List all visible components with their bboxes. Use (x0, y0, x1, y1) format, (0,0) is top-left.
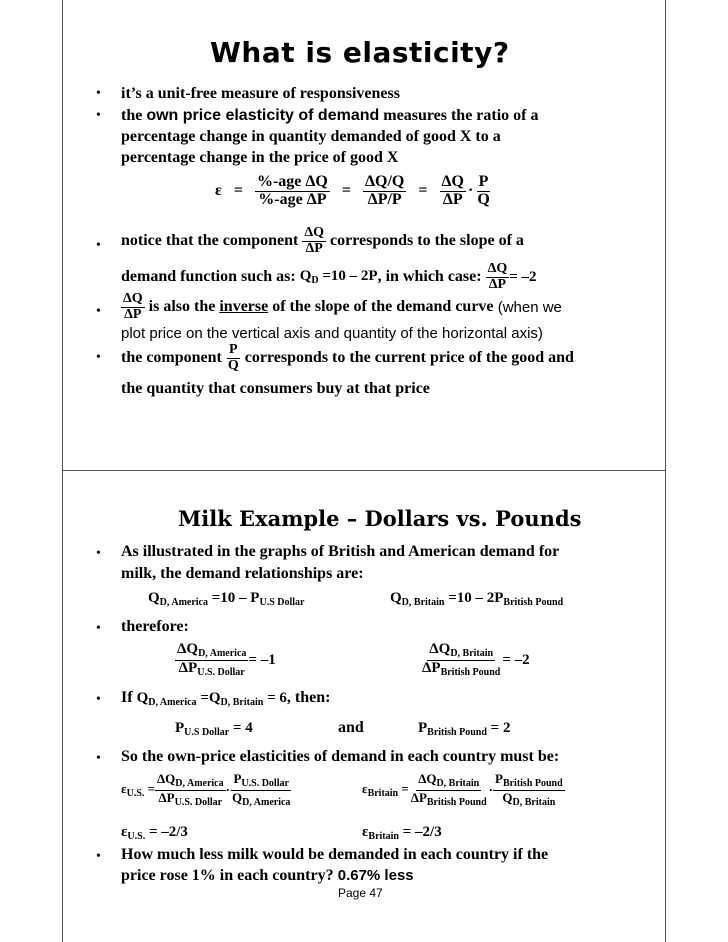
bullet-icon: • (96, 692, 101, 707)
elasticity-britain: $\varepsilon_{Britain}$ = $\frac{\Delta Q_{D, Britain}}{\Delta P_{British Pound}}$ · $\frac{P_{British Pound}}{Q_{D, Britain}}$ (362, 771, 563, 808)
price-usd: $P_{U.S Dollar} = 4$ (175, 720, 253, 738)
bullet-text: How much less milk would be demanded in each country if the (121, 846, 549, 863)
bullet-icon: • (96, 304, 101, 319)
bullet-text: notice that the component $\frac{\Delta Q}{\Delta P}$ corresponds to the slope of a (121, 225, 524, 256)
and-word: and (338, 719, 364, 736)
bullet-icon: • (96, 546, 101, 561)
elasticity-formula: ε = $\frac{\text{\%-age ΔQ}}{\text{\%-age ΔP}}$ = $\frac{\Delta Q/Q}{\Delta P/P}$ = $\frac{\Delta Q}{\Delta P}$ · $\frac{P}{Q}$ (215, 173, 490, 208)
slide-divider (62, 470, 666, 471)
slide2-title: Milk Example – Dollars vs. Pounds (178, 506, 582, 531)
bullet-text: therefore: (121, 618, 189, 635)
elasticity-us: $\varepsilon_{U.S.}$ = $\frac{\Delta Q_{D, America}}{\Delta P_{U.S. Dollar}}$ · $\frac{P_{U.S. Dollar}}{Q_{D, America}}$ (121, 771, 291, 808)
result-britain: $\varepsilon_{Britain} = -2/3$ (362, 824, 442, 842)
bullet-text-line: percentage change in quantity demanded of good X to a (121, 128, 501, 145)
bullet-text: As illustrated in the graphs of British and American demand for (121, 543, 560, 560)
slide1-title: What is elasticity? (210, 36, 510, 69)
demand-eq-america: $Q_{D, America} =10 - P_{U.S Dollar}$ (148, 590, 305, 608)
bullet-text: the own price elasticity of demand measures the ratio of a (121, 107, 539, 124)
bullet-icon: • (96, 350, 101, 365)
bullet-text-line: demand function such as: $Q_D =10 - 2P$ , in which case: $\frac{\Delta Q}{\Delta P}$ = –2 (121, 261, 537, 292)
bullet-text-line: percentage change in the price of good X (121, 149, 399, 166)
bullet-icon: • (96, 86, 101, 101)
bullet-icon: • (96, 621, 101, 636)
bullet-icon: • (96, 108, 101, 123)
bullet-text-line: milk, the demand relationships are: (121, 565, 364, 582)
demand-eq-britain: $Q_{D, Britain} =10 - 2P_{British Pound}$ (390, 590, 564, 608)
page-number: Page 47 (338, 886, 383, 900)
bullet-text: If $Q_{D, America} =Q_{D, Britain} = 6$, then: (121, 689, 331, 708)
slope-britain: $\frac{\Delta Q_{D, Britain}}{\Delta P_{British Pound}}$ = –2 (422, 641, 530, 678)
bullet-text-line: plot price on the vertical axis and quantity of the horizontal axis) (121, 325, 543, 342)
bullet-text: the component $\frac{P}{Q}$ corresponds to the current price of the good and (121, 342, 574, 373)
bullet-text-line: price rose 1% in each country? 0.67% less (121, 867, 414, 884)
bullet-text: So the own-price elasticities of demand in each country must be: (121, 748, 560, 765)
bullet-icon: • (96, 849, 101, 864)
slope-america: $\frac{\Delta Q_{D, America}}{\Delta P_{U.S. Dollar}}$ = –1 (177, 641, 276, 678)
bullet-text-line: the quantity that consumers buy at that price (121, 380, 430, 397)
bullet-text: it’s a unit-free measure of responsiveness (121, 85, 400, 102)
result-us: $\varepsilon_{U.S.} = -2/3$ (121, 824, 188, 842)
bullet-icon: • (96, 751, 101, 766)
price-gbp: $P_{British Pound} = 2$ (418, 720, 511, 738)
bullet-text: $\frac{\Delta Q}{\Delta P}$ is also the inverse of the slope of the demand curve (when we (123, 291, 562, 322)
bullet-icon: • (96, 238, 101, 253)
